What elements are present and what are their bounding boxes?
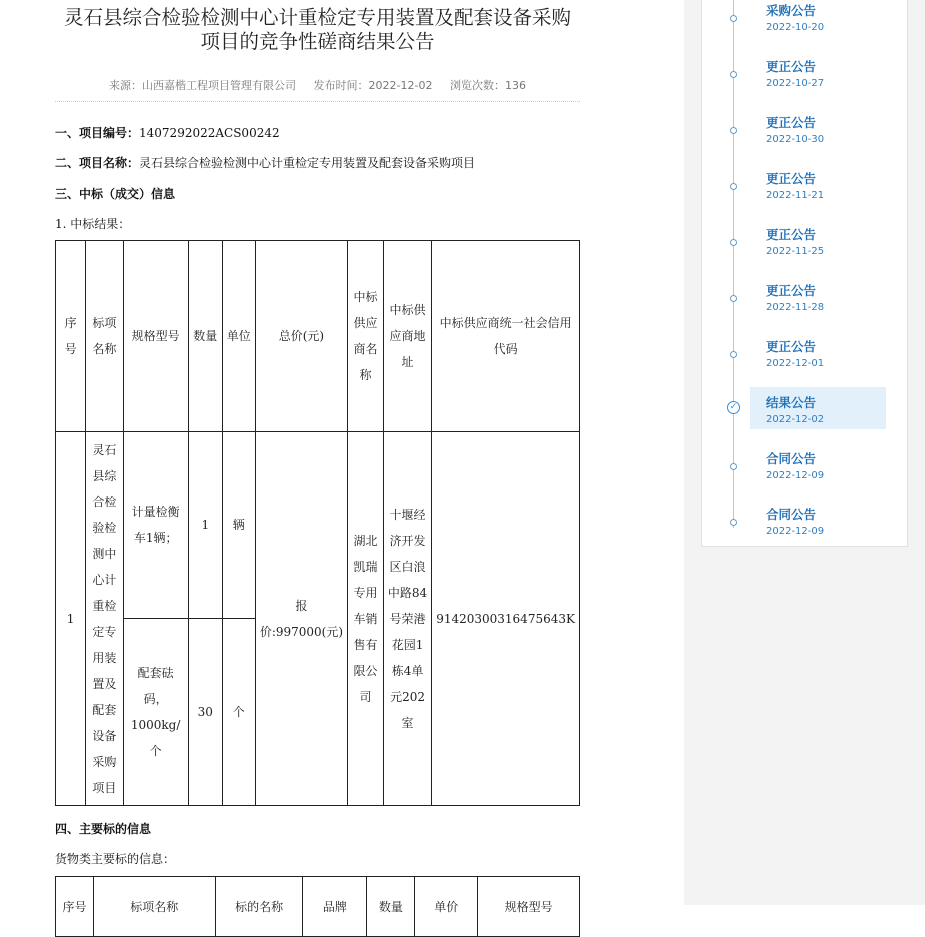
credit-code-cell: 91420300316475643K xyxy=(432,432,580,806)
timeline-item-date: 2022-12-02 xyxy=(766,414,825,425)
header-cell: 单价 xyxy=(415,877,478,937)
unit-cell: 辆 xyxy=(222,432,255,619)
header-cell: 序号 xyxy=(56,877,94,937)
award-info-label: 三、中标（成交）信息 xyxy=(55,187,176,201)
table-row xyxy=(56,432,580,619)
section-main-items xyxy=(55,820,151,837)
timeline-item-title[interactable]: 采购公告 xyxy=(766,3,817,18)
timeline-item-title[interactable]: 更正公告 xyxy=(766,339,817,354)
timeline-dot-icon xyxy=(730,351,737,358)
project-number-label: 一、项目编号： xyxy=(55,126,140,140)
unit-cell: 个 xyxy=(222,619,255,806)
timeline-item-date: 2022-10-27 xyxy=(766,78,825,89)
divider xyxy=(55,101,580,102)
qty-cell: 30 xyxy=(188,619,222,806)
supplier-cell: 湖北凯瑞专用车销售有限公司 xyxy=(348,432,384,806)
publish-time: 发布时间：2022-12-02 xyxy=(313,79,433,92)
view-count: 浏览次数：136 xyxy=(449,79,526,92)
item-name-cell: 灵石县综合检验检测中心计重检定专用装置及配套设备采购项目 xyxy=(86,432,123,806)
project-number-value: 1407292022ACS00242 xyxy=(139,126,280,140)
header-cell: 品牌 xyxy=(303,877,367,937)
spec-cell: 配套砝码，1000kg/个 xyxy=(123,619,188,806)
header-cell: 中标供应商名称 xyxy=(348,241,384,432)
header-cell: 标项名称 xyxy=(86,241,123,432)
timeline-item-date: 2022-11-28 xyxy=(766,302,825,313)
page-title: 灵石县综合检验检测中心计重检定专用装置及配套设备采购项目的竞争性磋商结果公告 xyxy=(63,6,571,53)
header-cell: 标项名称 xyxy=(93,877,215,937)
timeline-dot-icon xyxy=(730,295,737,302)
timeline-item-title[interactable]: 更正公告 xyxy=(766,227,817,242)
timeline-dot-icon xyxy=(730,183,737,190)
timeline-dot-icon xyxy=(730,239,737,246)
header-cell: 标的名称 xyxy=(215,877,303,937)
goods-info-sub: 货物类主要标的信息： xyxy=(55,852,176,866)
section-project-number xyxy=(55,124,280,141)
timeline-item-date: 2022-11-25 xyxy=(766,246,825,257)
header-cell: 规格型号 xyxy=(123,241,188,432)
timeline-item-title[interactable]: 更正公告 xyxy=(766,115,817,130)
timeline-dot-icon xyxy=(730,15,737,22)
timeline-item-date: 2022-11-21 xyxy=(766,190,825,201)
main-items-label: 四、主要标的信息 xyxy=(55,822,152,836)
project-name-value: 灵石县综合检验检测中心计重检定专用装置及配套设备采购项目 xyxy=(139,156,476,170)
goods-table xyxy=(55,876,580,937)
header-cell: 数量 xyxy=(188,241,222,432)
timeline-dot-icon xyxy=(730,519,737,526)
timeline-item-title[interactable]: 更正公告 xyxy=(766,283,817,298)
timeline-dot-icon xyxy=(730,71,737,78)
header-cell: 序号 xyxy=(56,241,86,432)
project-name-label: 二、项目名称： xyxy=(55,156,140,170)
timeline-item-date: 2022-10-30 xyxy=(766,134,825,145)
table-header-row xyxy=(56,877,580,937)
section-award-info xyxy=(55,185,175,202)
header-cell: 中标供应商地址 xyxy=(383,241,431,432)
timeline-item-date: 2022-12-01 xyxy=(766,358,825,369)
check-circle-icon: ✓ xyxy=(727,401,740,414)
header-cell: 单位 xyxy=(222,241,255,432)
timeline-item-date: 2022-10-20 xyxy=(766,22,825,33)
source-text: 来源：山西嘉楷工程项目管理有限公司 xyxy=(109,79,297,92)
header-cell: 数量 xyxy=(367,877,415,937)
price-cell: 报价:997000(元) xyxy=(255,432,347,806)
timeline-item-title[interactable]: 更正公告 xyxy=(766,171,817,186)
timeline-line xyxy=(733,0,734,528)
timeline-item-title[interactable]: 结果公告 xyxy=(766,395,817,410)
timeline-item-title[interactable]: 合同公告 xyxy=(766,451,817,466)
timeline-item-title[interactable]: 合同公告 xyxy=(766,507,817,522)
row-index: 1 xyxy=(56,432,86,806)
timeline-dot-icon xyxy=(730,127,737,134)
award-result-sub: 1. 中标结果： xyxy=(55,217,131,231)
article-meta xyxy=(55,77,580,93)
award-result-table xyxy=(55,240,580,806)
timeline-item-title[interactable]: 更正公告 xyxy=(766,59,817,74)
spec-cell: 计量检衡车1辆； xyxy=(123,432,188,619)
qty-cell: 1 xyxy=(188,432,222,619)
header-cell: 规格型号 xyxy=(478,877,580,937)
header-cell: 中标供应商统一社会信用代码 xyxy=(432,241,580,432)
timeline-item-date: 2022-12-09 xyxy=(766,526,825,537)
timeline-dot-icon xyxy=(730,463,737,470)
timeline-item-date: 2022-12-09 xyxy=(766,470,825,481)
section-project-name xyxy=(55,154,475,171)
address-cell: 十堰经济开发区白浪中路84号荣港花园1栋4单元202室 xyxy=(383,432,431,806)
header-cell: 总价(元) xyxy=(255,241,347,432)
table-header-row xyxy=(56,241,580,432)
